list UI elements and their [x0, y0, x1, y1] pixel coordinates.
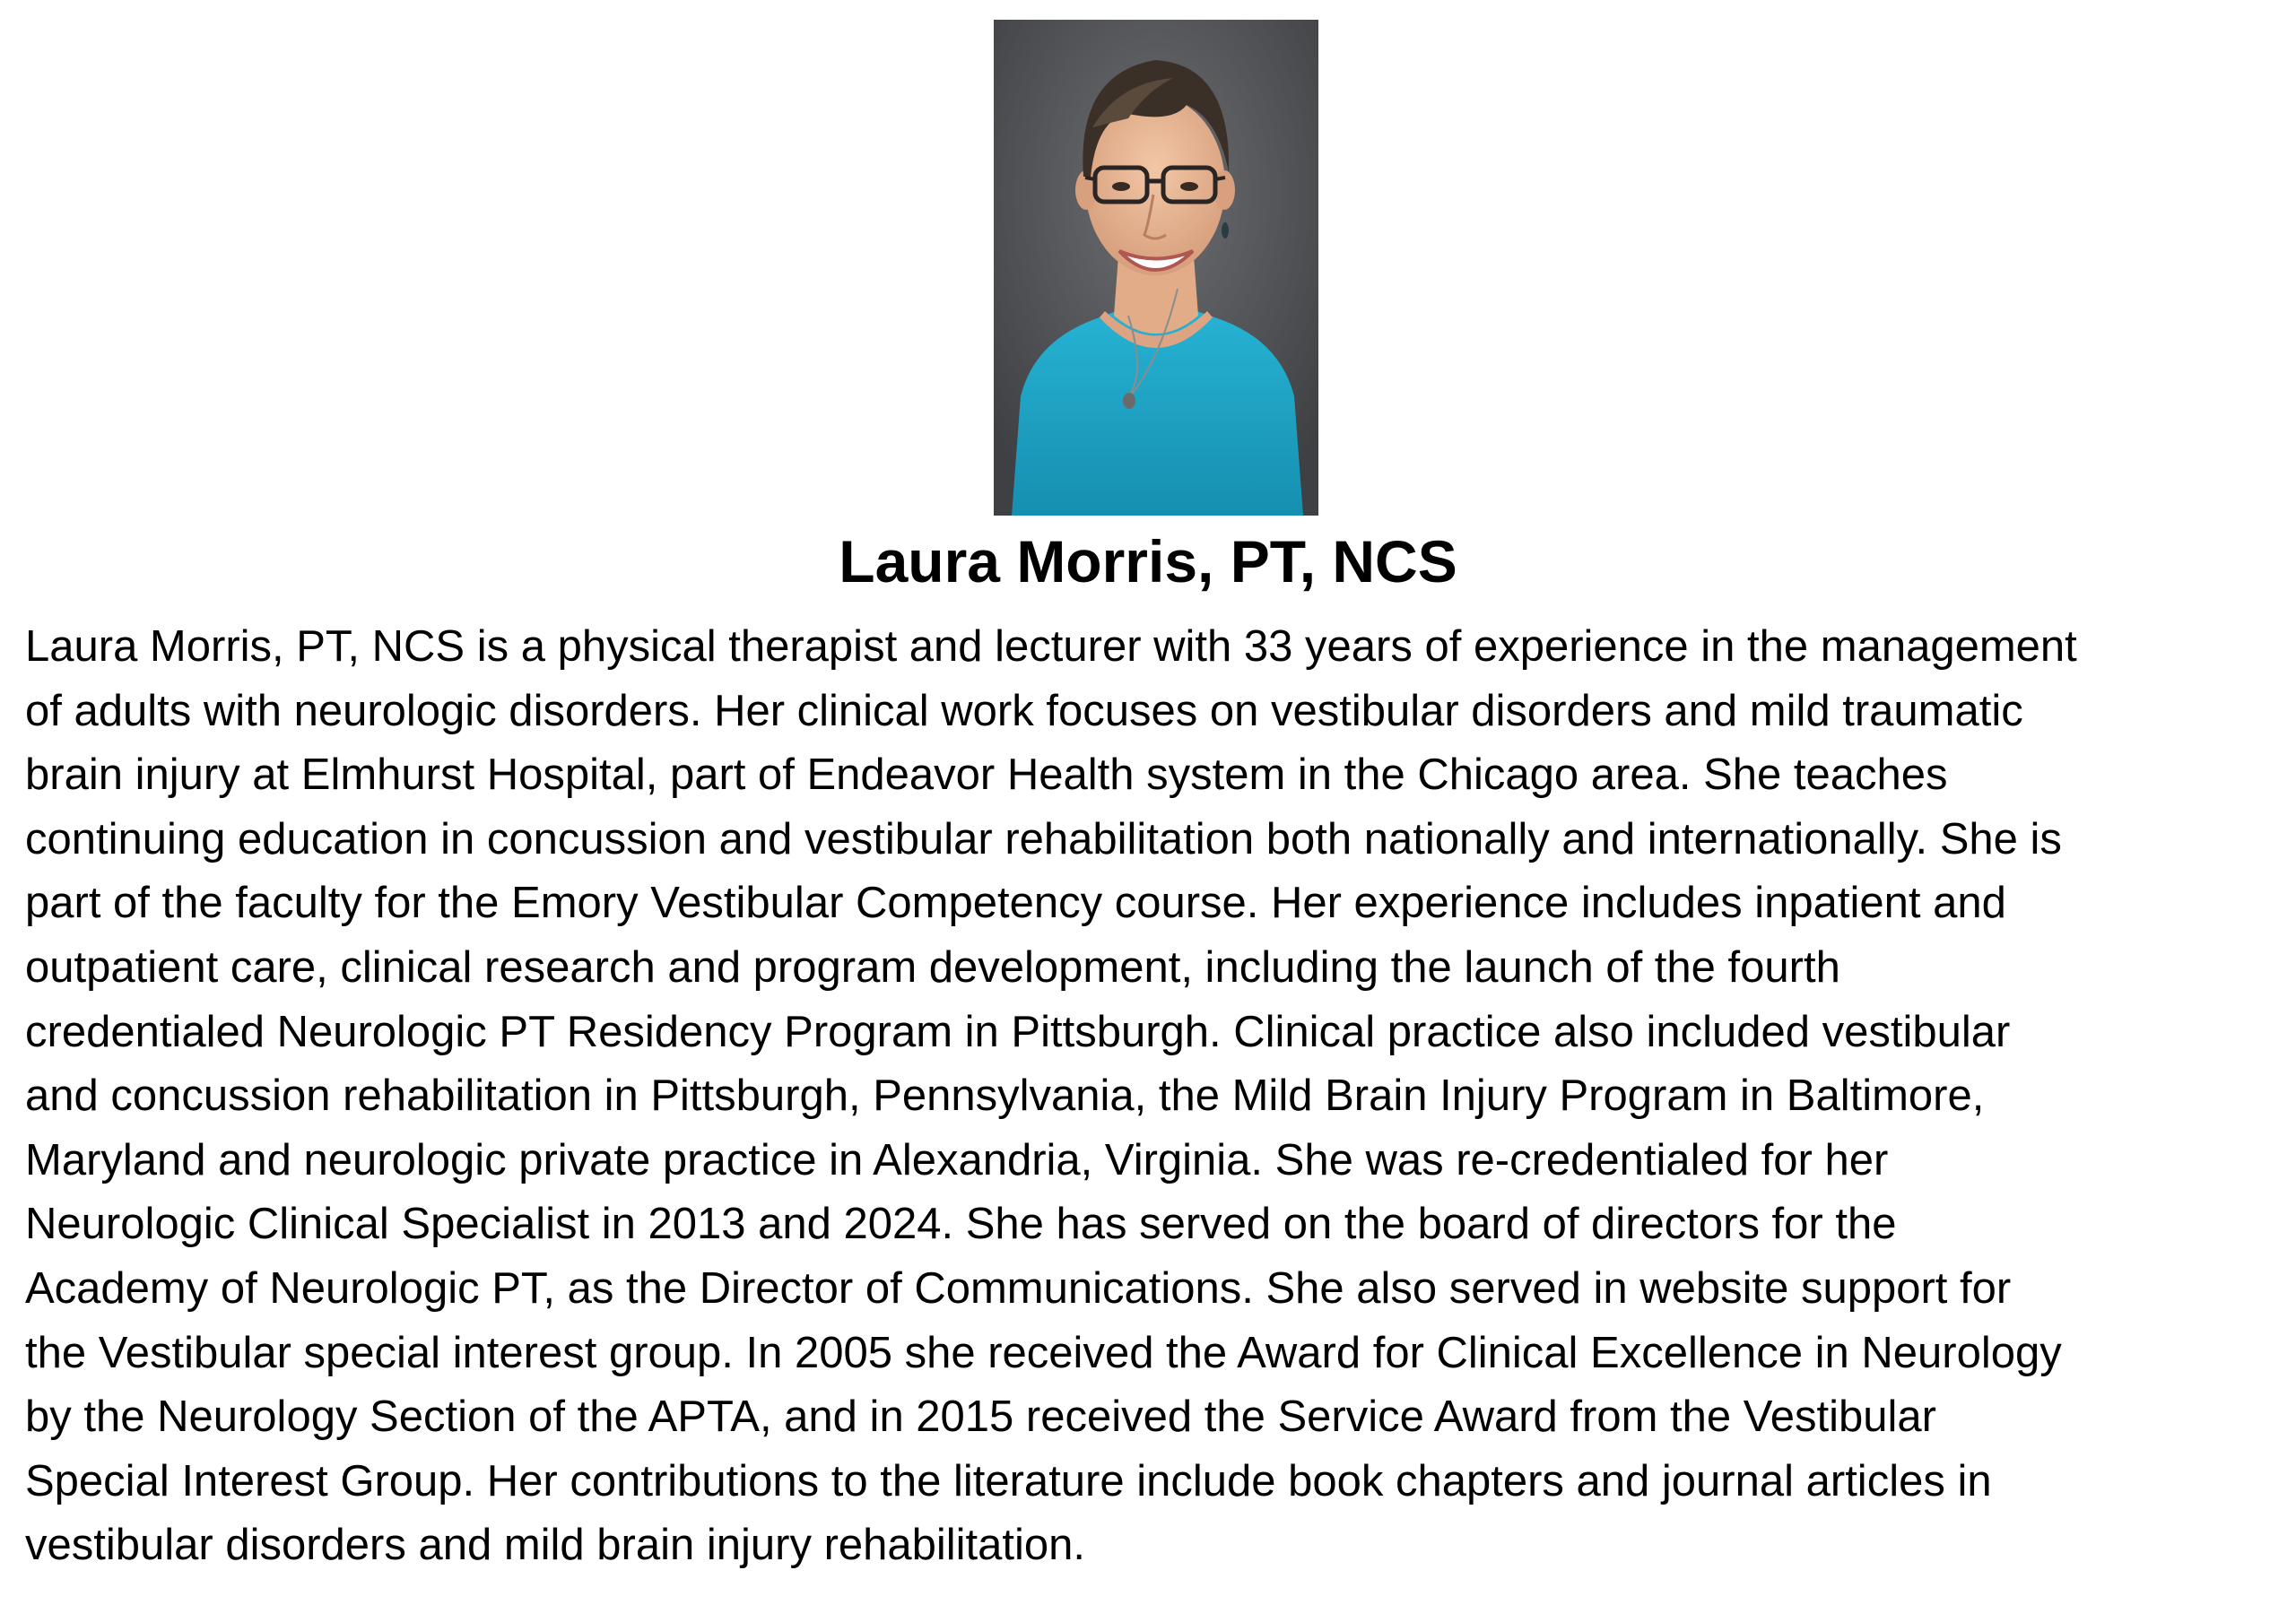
biography-paragraph: Laura Morris, PT, NCS is a physical therapist and lecturer with 33 years of experience in the management of adults with neurologic disorders. Her clinical work focuses on vestibular disorders and mild traumatic brain injury at Elmhurst Hospital, part of Endeavor Health system in the Chicago area. She teaches continuing education in concussion and vestibular rehabilitation both nationally and internationally. She is part of the faculty for the Emory Vestibular Competency course. Her experience includes inpatient and outpatient care, clinical research and program development, including the launch of the fourth credentialed Neurologic PT Residency Program in Pittsburgh. Clinical practice also included vestibular and concussion rehabilitation in Pittsburgh, Pennsylvania, the Mild Brain Injury Program in Baltimore, Maryland and neurologic private practice in Alexandria, Virginia. She was re-credentialed for her Neurologic Clinical Specialist in 2013 and 2024. She has served on the board of directors for the Academy of Neurologic PT, as the Director of Communications. She also served in website support for the Vestibular special interest group. In 2005 she received the Award for Clinical Excellence in Neurology by the Neurology Section of the APTA, and in 2015 received the Service Award from the Vestibular Special Interest Group. Her contributions to the literature include book chapters and journal articles in vestibular disorders and mild brain injury rehabilitation.	[25, 622, 2077, 1570]
person-name-heading: Laura Morris, PT, NCS	[839, 528, 1457, 594]
portrait-illustration	[994, 20, 1318, 516]
portrait-photo	[994, 20, 1318, 516]
